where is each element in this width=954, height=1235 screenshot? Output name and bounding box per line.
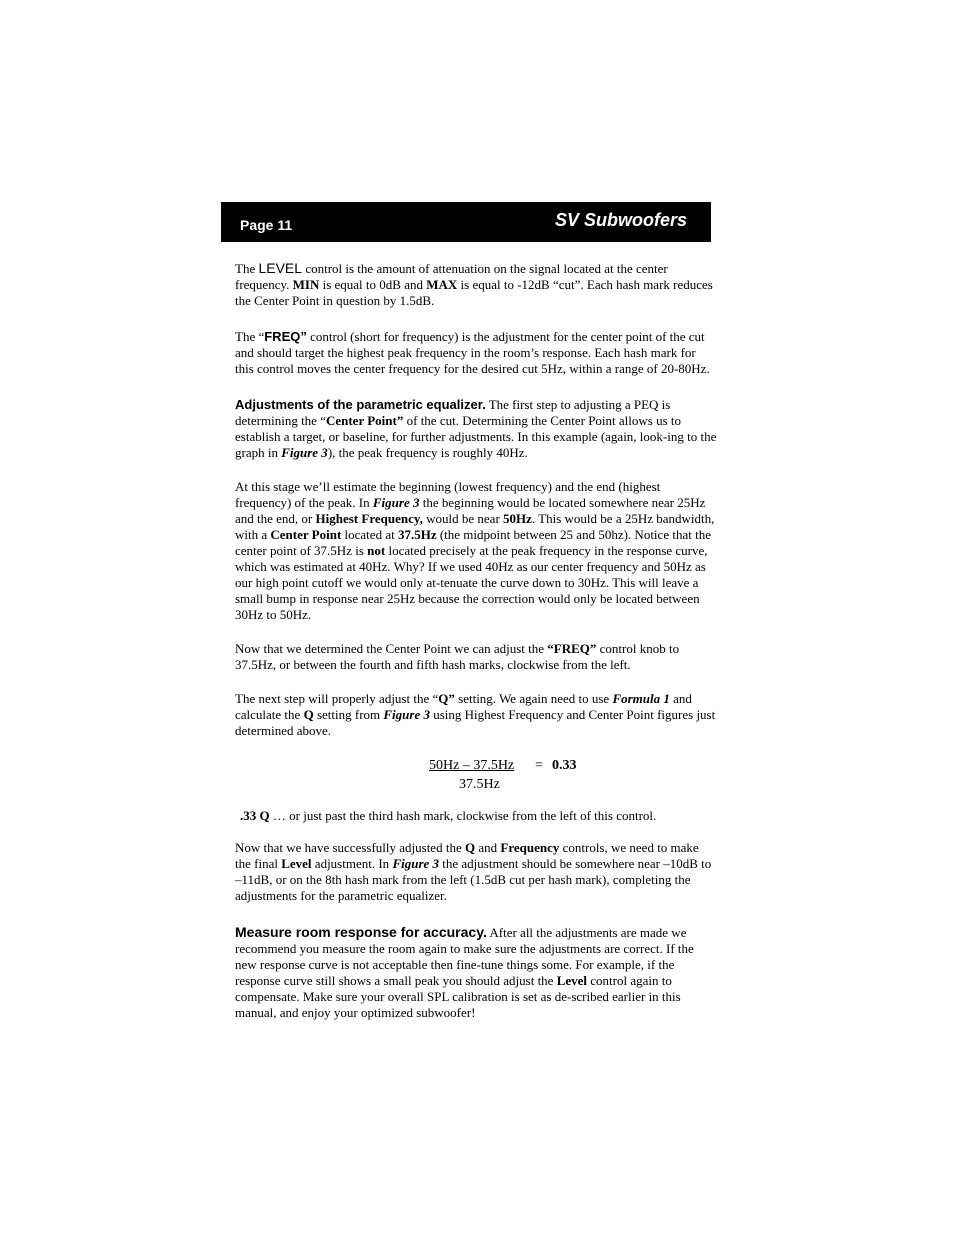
formula-result: 0.33 <box>552 758 577 773</box>
q-formula <box>235 758 717 798</box>
formula-equals: = <box>535 758 543 773</box>
paragraph-adjustments: Adjustments of the parametric equalizer. The first step to adjusting a PEQ is determining the “Center Point” of the cut. Determining the Center Point allows us to establish a target, or baseline, for further adjustments. In this example (again, look-ing to the graph in Figure 3), the peak frequency is roughly 40Hz. <box>235 397 717 460</box>
paragraph-level-adjust: Now that we have successfully adjusted the Q and Frequency controls, we need to make the final Level adjustment. In Figure 3 the adjustment should be somewhere near –10dB to –11dB, or on the 8th hash mark from the left (1.5dB cut per hash mark), completing the adjustments for the parametric equalizer. <box>235 840 712 903</box>
section-heading-adjustments: Adjustments of the parametric equalizer. <box>235 397 486 412</box>
page-content <box>235 260 717 1021</box>
header-title: SV Subwoofers <box>554 210 687 230</box>
formula-denominator: 37.5Hz <box>459 777 500 792</box>
page-header <box>221 202 711 242</box>
paragraph-center-point: Now that we determined the Center Point we can adjust the “FREQ” control knob to 37.5Hz, or between the fourth and fifth hash marks, clockwise from the left. <box>235 641 680 672</box>
paragraph-q-setting: The next step will properly adjust the “Q” setting. We again need to use Formula 1 and calculate the Q setting from Figure 3 using Highest Frequency and Center Point figures just determined above. <box>235 691 716 738</box>
section-heading-measure: Measure room response for accuracy. <box>235 924 487 940</box>
page-number: Page 11 <box>240 217 293 233</box>
paragraph-level: The LEVEL control is the amount of attenuation on the signal located at the center frequency. MIN is equal to 0dB and MAX is equal to -12dB “cut”. Each hash mark reduces the Center Point in question by 1.5dB. <box>235 260 713 308</box>
paragraph-q-result: .33 Q … or just past the third hash mark, clockwise from the left of this control. <box>240 808 657 823</box>
paragraph-estimate: At this stage we’ll estimate the beginning (lowest frequency) and the end (highest frequency) of the peak. In Figure 3 the beginning would be located somewhere near 25Hz and the end, or Highest Frequency, would be near 50Hz. This would be a 25Hz bandwidth, with a Center Point located at 37.5Hz (the midpoint between 25 and 50hz). Notice that the center point of 37.5Hz is not located precisely at the peak frequency in the response curve, which was estimated at 40Hz. Why? If we used 40Hz as our center frequency and 50Hz as our high point cutoff we would only at-tenuate the curve down to 30Hz. This will leave a small bump in response near 25Hz because the correction would only be located between 30Hz to 50Hz. <box>235 479 715 622</box>
formula-numerator: 50Hz – 37.5Hz <box>429 758 515 773</box>
paragraph-measure: Measure room response for accuracy. After all the adjustments are made we recommend you measure the room again to make sure the adjustments are correct. If the new response curve is not acceptable then fine-tune things some. For example, if the response curve still shows a small peak you should adjust the Level control again to compensate. Make sure your overall SPL calibration is set as de-scribed earlier in this manual, and enjoy your optimized subwoofer! <box>235 924 694 1020</box>
paragraph-freq: The “FREQ” control (short for frequency) is the adjustment for the center point of the cut and should target the highest peak frequency in the room’s response. Each hash mark for this control moves the center frequency for the desired cut 5Hz, within a range of 20-80Hz. <box>235 329 710 376</box>
